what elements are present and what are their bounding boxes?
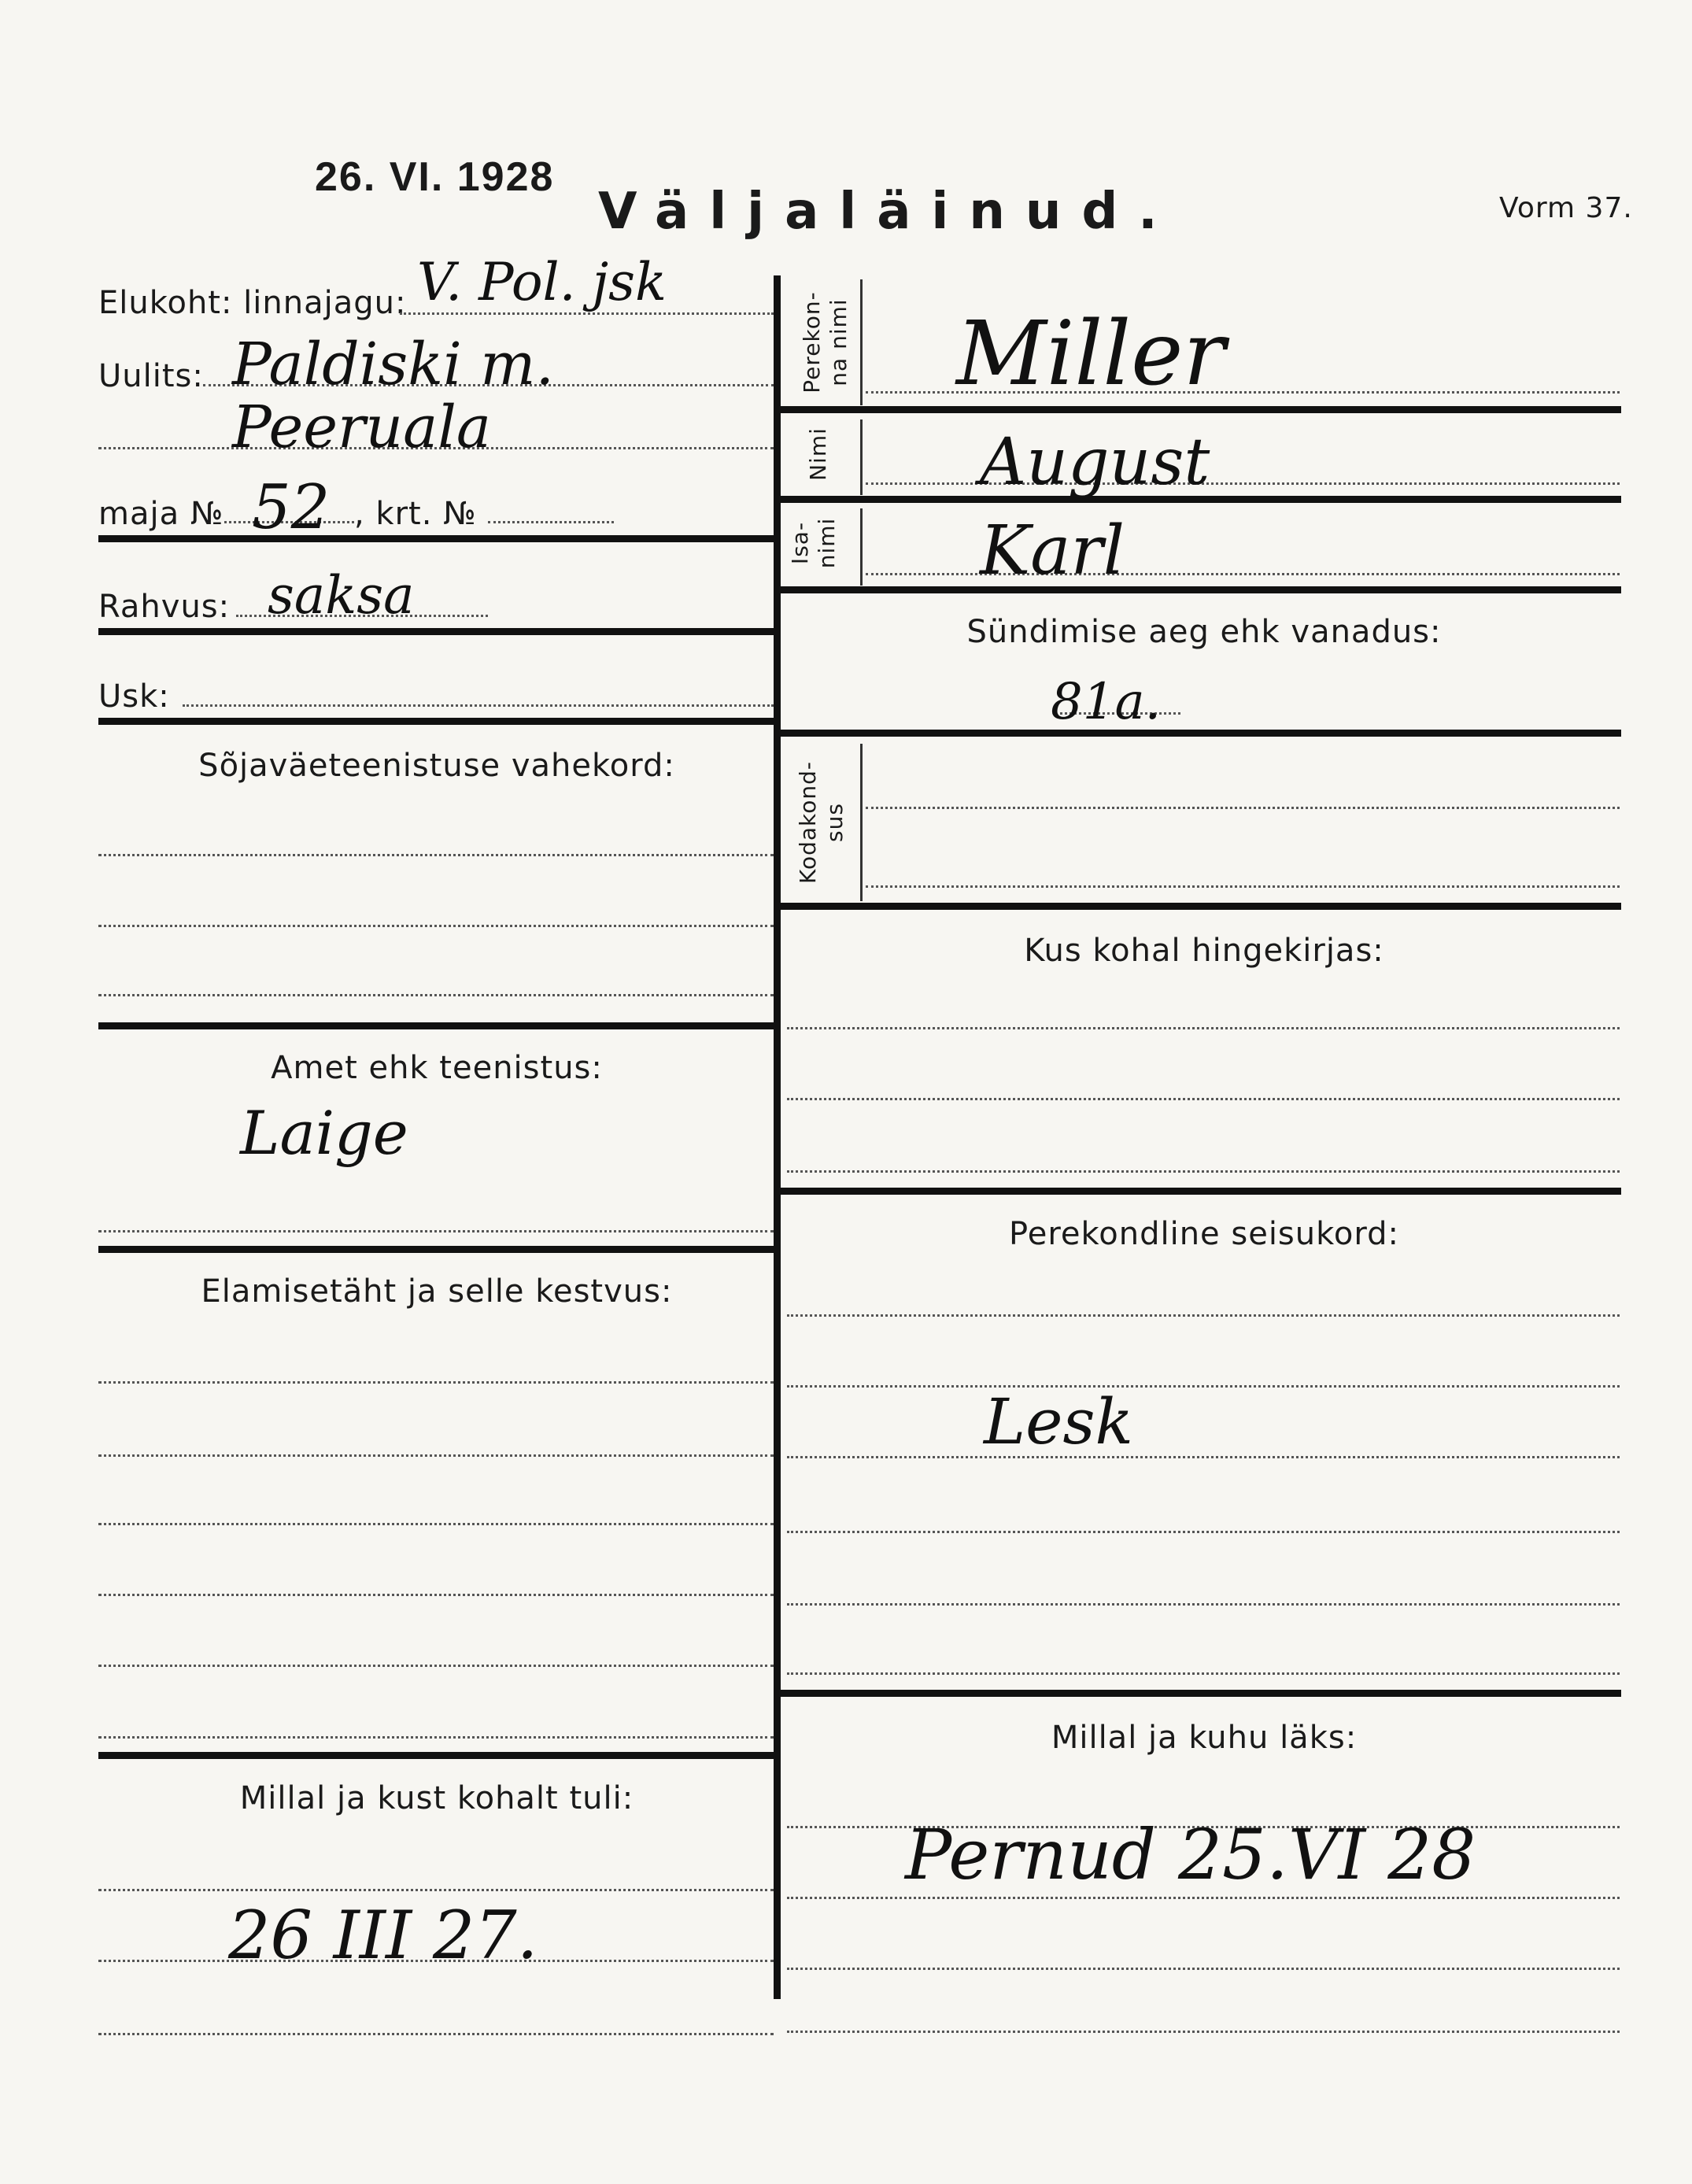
nimi-value: August: [980, 425, 1210, 500]
laks-value: Pernud 25.VI 28: [905, 1814, 1476, 1895]
seisukord-line-5: [787, 1603, 1620, 1606]
seisukord-line-2: [787, 1385, 1620, 1388]
laks-label: Millal ja kuhu läks:: [1051, 1720, 1358, 1756]
elamiseta-line-4: [98, 1594, 774, 1596]
kodakondsus-label-line-2: sus: [822, 803, 848, 842]
tuli-line-3: [98, 2033, 774, 2035]
hingekiri-label: Kus kohal hingekirjas:: [1024, 933, 1384, 969]
elamiseta-line-3: [98, 1523, 774, 1525]
kodakondsus-line-2: [866, 885, 1620, 888]
divider: [781, 1690, 1621, 1697]
perekonnanimi-value: Miller: [956, 303, 1225, 405]
divider: [98, 535, 775, 542]
laks-line-4: [787, 2031, 1620, 2033]
divider: [98, 718, 775, 725]
date-stamp: 26. VI. 1928: [315, 154, 555, 200]
perekonnanimi-label-line-2: na nimi: [826, 298, 852, 386]
amet-value: Laige: [240, 1098, 408, 1168]
maja-label: maja №: [98, 496, 224, 532]
krt-label: , krt. №: [354, 496, 477, 532]
perekonnanimi-label: [799, 279, 854, 405]
hingekiri-line-1: [787, 1027, 1620, 1029]
tuli-label: Millal ja kust kohalt tuli:: [239, 1780, 634, 1816]
isanimi-label: [787, 508, 842, 578]
divider: [781, 730, 1621, 737]
rahvus-value: saksa: [268, 565, 415, 626]
divider: [781, 903, 1621, 910]
seisukord-line-4: [787, 1531, 1620, 1533]
elukoht-field-line: [400, 312, 774, 315]
page-title: Väljaläinud.: [598, 183, 1178, 241]
uulits-value-1: Paldiski m.: [232, 331, 554, 398]
usk-label: Usk:: [98, 678, 170, 715]
elukoht-value: V. Pol. jsk: [417, 252, 667, 312]
elamiseta-line-5: [98, 1665, 774, 1667]
label-separator: [860, 419, 863, 495]
label-separator: [860, 279, 863, 405]
amet-label: Amet ehk teenistus:: [271, 1050, 603, 1086]
seisukord-line-1: [787, 1314, 1620, 1317]
divider: [781, 406, 1621, 413]
elamiseta-line-2: [98, 1454, 774, 1457]
sundimise-label: Sündimise aeg ehk vanadus:: [966, 614, 1442, 650]
tuli-line-1: [98, 1889, 774, 1891]
label-separator: [860, 508, 863, 586]
usk-field-line: [183, 704, 774, 707]
elukoht-label: Elukoht: linnajagu:: [98, 285, 407, 321]
elamiseta-line-6: [98, 1736, 774, 1739]
seisukord-label: Perekondline seisukord:: [1009, 1216, 1399, 1252]
kodakondsus-label-line-1: Kodakond-: [795, 761, 821, 884]
sundimise-value: 81a.: [1051, 673, 1161, 731]
maja-value: 52: [252, 472, 331, 543]
sojavae-line-3: [98, 994, 774, 996]
nimi-line: [866, 482, 1620, 485]
laks-line-3: [787, 1968, 1620, 1970]
amet-line: [98, 1230, 774, 1232]
divider: [98, 1752, 775, 1759]
perekonnanimi-label-line-1: Perekon-: [799, 291, 825, 394]
isanimi-label-line-1: Isa-: [787, 521, 813, 565]
tuli-line-2: [98, 1960, 774, 1962]
rahvus-label: Rahvus:: [98, 589, 231, 625]
isanimi-value: Karl: [980, 512, 1125, 590]
seisukord-value: Lesk: [984, 1385, 1133, 1458]
nimi-label: Nimi: [805, 427, 831, 481]
divider: [781, 1188, 1621, 1195]
hingekiri-line-2: [787, 1098, 1620, 1100]
seisukord-line-6: [787, 1672, 1620, 1675]
isanimi-label-line-2: nimi: [814, 517, 840, 569]
elamiseta-label: Elamisetäht ja selle kestvus:: [201, 1273, 673, 1310]
seisukord-line-3: [787, 1456, 1620, 1458]
divider: [98, 1022, 775, 1029]
tuli-value: 26 III 27.: [228, 1897, 538, 1974]
label-separator: [860, 744, 863, 901]
uulits-label: Uulits:: [98, 358, 204, 394]
form-number: Vorm 37.: [1499, 192, 1633, 224]
laks-line-2: [787, 1897, 1620, 1899]
center-divider: [774, 275, 781, 1999]
sojavae-line-2: [98, 925, 774, 927]
divider: [98, 1246, 775, 1253]
hingekiri-line-3: [787, 1170, 1620, 1173]
sojavae-line-1: [98, 854, 774, 856]
divider: [781, 586, 1621, 593]
krt-field-line: [488, 521, 614, 523]
kodakondsus-line-1: [866, 807, 1620, 809]
uulits-value-2: Peeruala: [232, 394, 491, 461]
kodakondsus-label: [795, 748, 850, 897]
isanimi-line: [866, 573, 1620, 575]
elamiseta-line-1: [98, 1381, 774, 1384]
divider: [98, 628, 775, 635]
sojavae-label: Sõjaväeteenistuse vahekord:: [198, 748, 675, 784]
